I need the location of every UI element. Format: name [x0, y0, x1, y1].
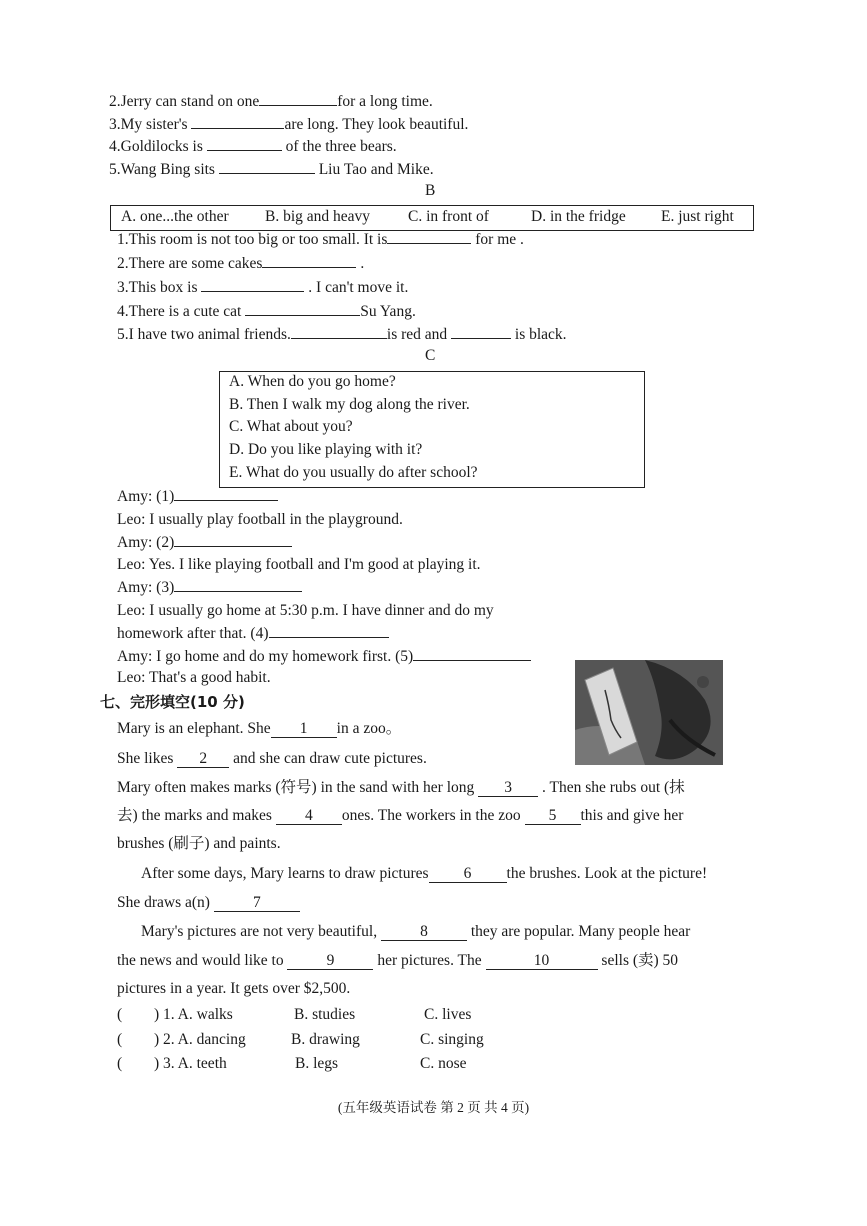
cloze-text: her pictures. The: [373, 952, 486, 969]
partB-q1: [117, 229, 524, 250]
partA-q4: [109, 136, 397, 157]
choice-a: ) 2. A. dancing: [154, 1031, 246, 1048]
partA-q3: [109, 114, 468, 135]
cloze-blank-6[interactable]: 6: [429, 866, 507, 883]
answer-blank[interactable]: [259, 91, 337, 106]
q-text: 5.I have two animal friends.: [117, 326, 291, 343]
dialogue-text: Amy: (2): [117, 534, 175, 551]
cloze-blank-7[interactable]: 7: [214, 895, 300, 912]
partB-q3: [117, 277, 408, 298]
dialogue-text: homework after that. (4): [117, 625, 269, 642]
answer-paren[interactable]: (: [117, 1031, 123, 1048]
cloze-line-4: [117, 806, 683, 826]
option-a: A. one...the other: [121, 208, 229, 225]
partB-options-box: [110, 205, 754, 231]
choice-a: ) 1. A. walks: [154, 1006, 233, 1023]
q-text: for a long time.: [337, 93, 433, 110]
cloze-text: ones. The workers in the zoo: [341, 807, 525, 824]
cloze-blank-4[interactable]: 4: [276, 808, 342, 825]
q-text: 4.Goldilocks is: [109, 138, 207, 155]
option-d: D. Do you like playing with it?: [229, 441, 423, 458]
dialogue-line-1: [117, 486, 278, 507]
answer-blank[interactable]: [262, 253, 356, 268]
cloze-line-8: [141, 922, 690, 942]
partB-q5: [117, 324, 567, 345]
section-7-title: 七、完形填空(10 分): [100, 693, 245, 711]
choice-a: ) 3. A. teeth: [154, 1055, 227, 1072]
option-e: E. What do you usually do after school?: [229, 464, 478, 481]
cloze-text: sells (卖) 50: [597, 952, 679, 969]
q-text: 4.There is a cute cat: [117, 303, 246, 320]
q-text: are long. They look beautiful.: [284, 116, 469, 133]
q-text: for me .: [471, 231, 524, 248]
option-b: B. big and heavy: [265, 208, 371, 225]
answer-blank[interactable]: [219, 159, 315, 174]
option-c: C. What about you?: [229, 418, 353, 435]
cloze-blank-1[interactable]: 1: [271, 721, 337, 738]
cloze-text: She likes: [117, 750, 178, 767]
partB-heading: B: [425, 182, 436, 199]
cloze-text: She draws a(n): [117, 894, 214, 911]
cloze-line-5: brushes (刷子) and paints.: [117, 835, 281, 852]
cloze-line-6: [141, 864, 707, 884]
dialogue-text: Amy: (1): [117, 488, 175, 505]
cloze-blank-10[interactable]: 10: [486, 953, 598, 970]
cloze-text: this and give her: [580, 807, 684, 824]
cloze-blank-8[interactable]: 8: [381, 924, 467, 941]
dialogue-line-3: [117, 532, 292, 553]
cloze-line-7: [117, 893, 300, 913]
answer-blank[interactable]: [201, 277, 304, 292]
answer-blank[interactable]: [269, 623, 389, 638]
answer-blank[interactable]: [174, 532, 292, 547]
dialogue-line-5: [117, 577, 302, 598]
partB-q4: [117, 301, 416, 322]
dialogue-line-4: Leo: Yes. I like playing football and I'm good at playing it.: [117, 556, 481, 573]
answer-blank[interactable]: [413, 646, 531, 661]
page-footer: (五年级英语试卷 第 2 页 共 4 页): [337, 1100, 530, 1115]
choice-b: B. drawing: [291, 1031, 360, 1048]
q-text: 3.This box is: [117, 279, 202, 296]
partC-heading: C: [425, 347, 436, 364]
answer-blank[interactable]: [387, 229, 471, 244]
q-text: is black.: [511, 326, 567, 343]
answer-blank[interactable]: [191, 114, 284, 129]
partA-q2: [109, 91, 433, 112]
cloze-text: Mary is an elephant. She: [117, 720, 271, 737]
cloze-text: in a zoo。: [336, 720, 402, 737]
dialogue-text: Amy: (3): [117, 579, 175, 596]
q-text: Su Yang.: [360, 303, 416, 320]
q-text: 3.My sister's: [109, 116, 192, 133]
cloze-text: . Then she rubs out (抹: [538, 779, 685, 796]
cloze-text: and she can draw cute pictures.: [229, 750, 427, 767]
answer-blank[interactable]: [291, 324, 387, 339]
answer-blank[interactable]: [451, 324, 511, 339]
q-text: 2.There are some cakes: [117, 255, 263, 272]
cloze-line-2: [117, 749, 427, 769]
answer-paren[interactable]: (: [117, 1055, 123, 1072]
answer-blank[interactable]: [207, 136, 282, 151]
option-b: B. Then I walk my dog along the river.: [229, 396, 470, 413]
cloze-text: After some days, Mary learns to draw pictures: [141, 865, 429, 882]
dialogue-line-8: [117, 646, 531, 667]
cloze-blank-9[interactable]: 9: [287, 953, 373, 970]
elephant-painting-photo: [575, 660, 723, 765]
dialogue-line-7: [117, 623, 389, 644]
cloze-blank-5[interactable]: 5: [525, 808, 581, 825]
choice-row-3: [117, 1054, 467, 1074]
answer-blank[interactable]: [245, 301, 360, 316]
cloze-blank-2[interactable]: 2: [177, 751, 229, 768]
option-d: D. in the fridge: [531, 208, 626, 225]
partA-q5: [109, 159, 434, 180]
cloze-text: 去) the marks and makes: [117, 807, 276, 824]
cloze-text: Mary's pictures are not very beautiful,: [141, 923, 381, 940]
partB-q2: [117, 253, 364, 274]
choice-row-2: [117, 1030, 484, 1050]
option-c: C. in front of: [408, 208, 489, 225]
option-e: E. just right: [661, 208, 734, 225]
choice-c: C. lives: [424, 1006, 472, 1023]
choice-c: C. singing: [420, 1031, 484, 1048]
cloze-text: they are popular. Many people hear: [466, 923, 691, 940]
q-text: of the three bears.: [281, 138, 397, 155]
q-text: is red and: [386, 326, 452, 343]
q-text: Liu Tao and Mike.: [314, 161, 434, 178]
cloze-line-3: [117, 778, 685, 798]
q-text: .: [356, 255, 365, 272]
answer-blank[interactable]: [174, 486, 278, 501]
choice-b: B. studies: [294, 1006, 356, 1023]
choice-row-1: [117, 1005, 471, 1025]
cloze-line-9: [117, 951, 678, 971]
q-text: . I can't move it.: [304, 279, 409, 296]
dialogue-line-6: Leo: I usually go home at 5:30 p.m. I have dinner and do my: [117, 602, 494, 619]
q-text: 5.Wang Bing sits: [109, 161, 219, 178]
option-a: A. When do you go home?: [229, 373, 396, 390]
cloze-line-1: [117, 719, 401, 739]
cloze-text: the brushes. Look at the picture!: [506, 865, 708, 882]
choice-c: C. nose: [420, 1055, 467, 1072]
q-text: 1.This room is not too big or too small. It is: [117, 231, 388, 248]
cloze-text: Mary often makes marks (符号) in the sand with her long: [117, 779, 479, 796]
cloze-line-10: pictures in a year. It gets over $2,500.: [117, 980, 351, 997]
choice-b: B. legs: [295, 1055, 339, 1072]
photo-image: [575, 660, 723, 765]
dialogue-line-9: Leo: That's a good habit.: [117, 669, 271, 686]
cloze-text: the news and would like to: [117, 952, 288, 969]
q-text: 2.Jerry can stand on one: [109, 93, 260, 110]
cloze-blank-3[interactable]: 3: [478, 780, 538, 797]
answer-blank[interactable]: [174, 577, 302, 592]
dialogue-line-2: Leo: I usually play football in the playground.: [117, 511, 403, 528]
answer-paren[interactable]: (: [117, 1006, 123, 1023]
partC-options-box: [219, 371, 645, 488]
dialogue-text: Amy: I go home and do my homework first. (5): [117, 648, 414, 665]
